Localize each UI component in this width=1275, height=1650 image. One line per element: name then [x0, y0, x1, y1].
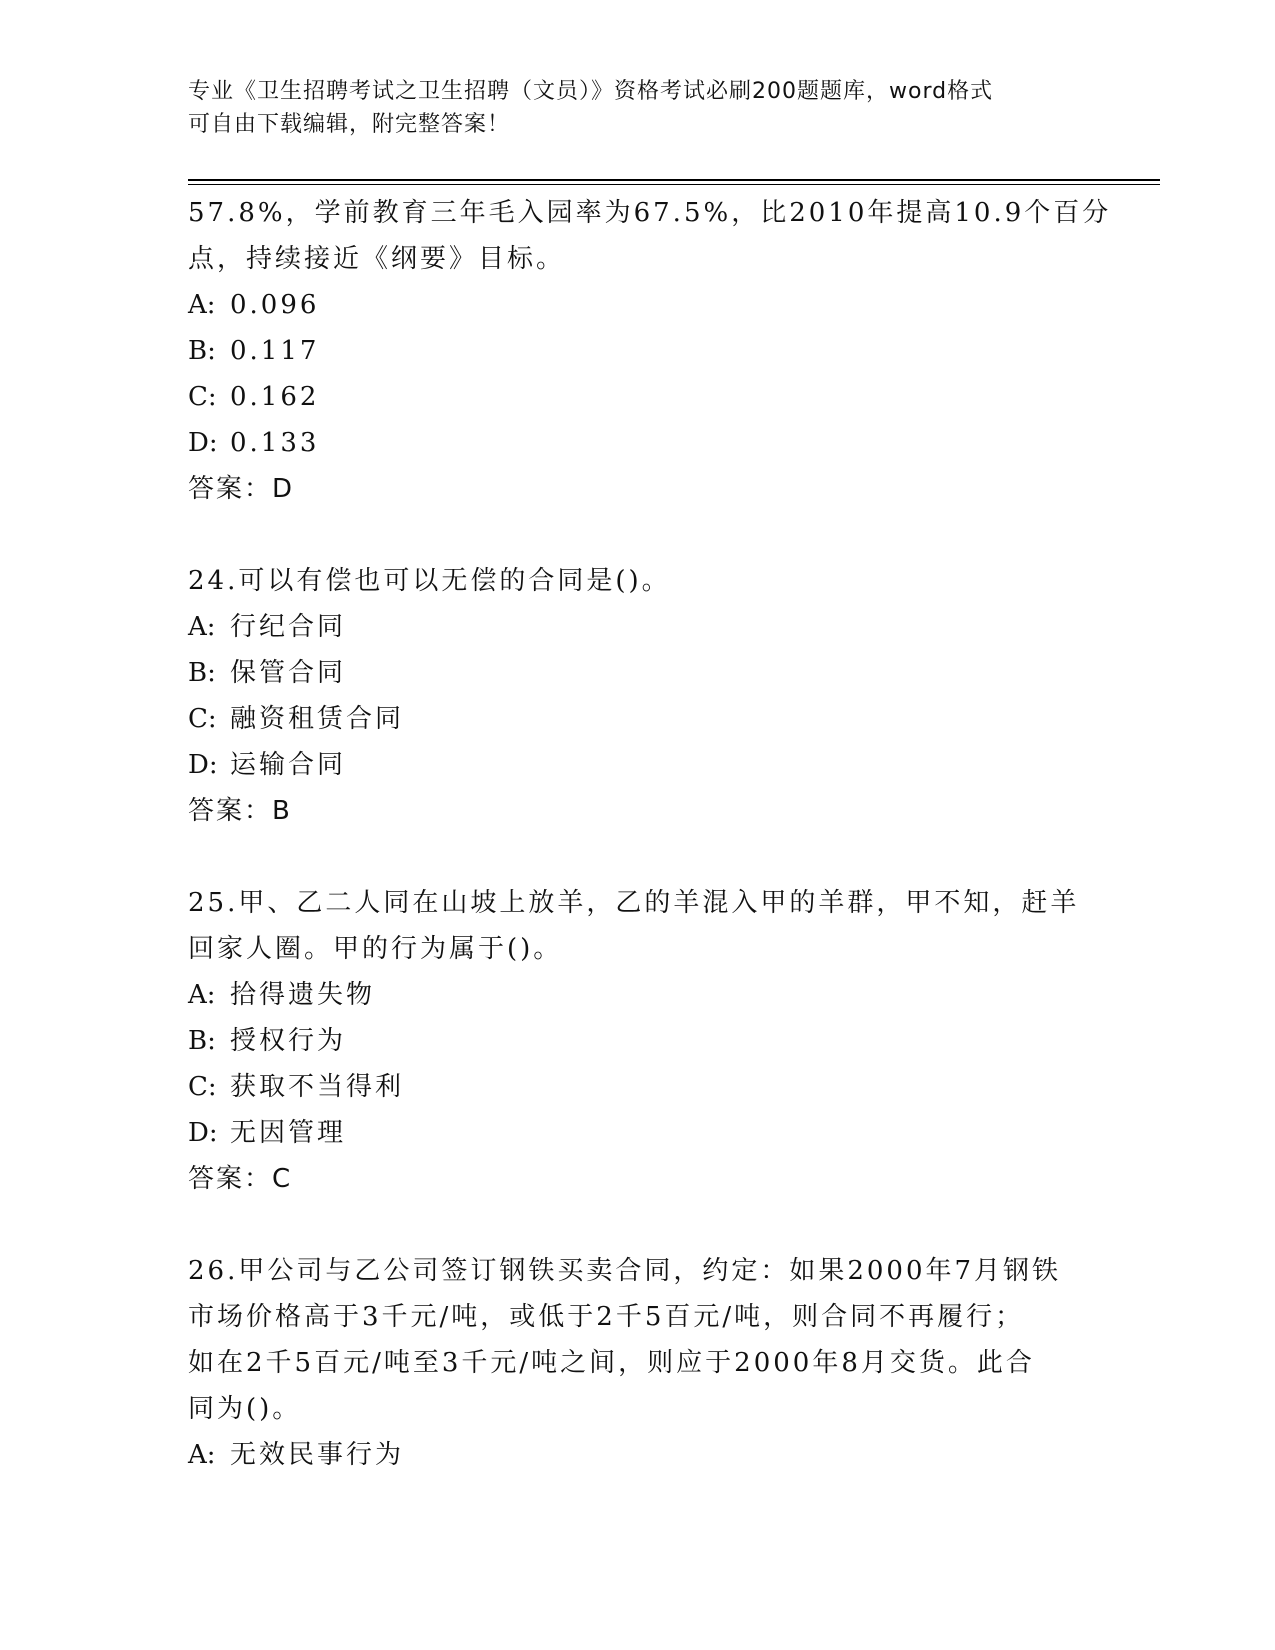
option-a — [188, 282, 1088, 328]
option-letter: B: — [188, 1026, 216, 1056]
option-text: 0.133 — [230, 428, 320, 458]
question-text-line: 点，持续接近《纲要》目标。 — [188, 244, 566, 274]
header-divider-thin — [188, 184, 1160, 185]
option-text: 融资租赁合同 — [230, 704, 405, 734]
option-letter: A: — [188, 980, 216, 1010]
option-letter: C: — [188, 704, 217, 734]
header-title-line-1: 专业《卫生招聘考试之卫生招聘（文员）》资格考试必刷200题题库，word格式 — [188, 79, 994, 104]
option-letter: B: — [188, 336, 216, 366]
question-text-line: 24.可以有偿也可以无偿的合同是()。 — [188, 566, 671, 596]
option-text: 无因管理 — [230, 1118, 347, 1148]
question-26 — [188, 1248, 1088, 1478]
option-letter: A: — [188, 1440, 216, 1470]
question-text-line: 同为()。 — [188, 1394, 302, 1424]
header-title-line-2: 可自由下载编辑，附完整答案！ — [188, 112, 511, 137]
question-list — [188, 190, 1112, 1478]
spacer — [188, 1202, 1088, 1248]
question-text-line: 市场价格高于3千元/吨，或低于2千5百元/吨，则合同不再履行； — [188, 1302, 1025, 1332]
option-c — [188, 696, 1088, 742]
question-text-line: 57.8%，学前教育三年毛入园率为67.5%，比2010年提高10.9个百分 — [188, 198, 1112, 228]
option-text: 拾得遗失物 — [230, 980, 376, 1010]
option-a — [188, 604, 1088, 650]
option-letter: D: — [188, 428, 218, 458]
question-text-line: 如在2千5百元/吨至3千元/吨之间，则应于2000年8月交货。此合 — [188, 1348, 1035, 1378]
option-b — [188, 1018, 1088, 1064]
option-text: 保管合同 — [230, 658, 347, 688]
question-23 — [188, 190, 1112, 512]
option-letter: B: — [188, 658, 216, 688]
answer-line: 答案：D — [188, 474, 295, 504]
option-d — [188, 420, 1088, 466]
option-letter: A: — [188, 290, 216, 320]
option-text: 无效民事行为 — [230, 1440, 405, 1470]
spacer — [188, 512, 1088, 558]
option-d — [188, 742, 1088, 788]
option-b — [188, 650, 1088, 696]
question-24 — [188, 558, 1088, 834]
option-letter: C: — [188, 1072, 217, 1102]
answer-line: 答案：B — [188, 796, 292, 826]
option-b — [188, 328, 1088, 374]
question-text-line: 回家人圈。甲的行为属于()。 — [188, 934, 563, 964]
spacer — [188, 834, 1088, 880]
option-c — [188, 1064, 1088, 1110]
option-text: 获取不当得利 — [230, 1072, 405, 1102]
option-text: 行纪合同 — [230, 612, 347, 642]
option-text: 0.162 — [230, 382, 320, 412]
option-text: 授权行为 — [230, 1026, 347, 1056]
option-a — [188, 972, 1088, 1018]
option-letter: A: — [188, 612, 216, 642]
option-a — [188, 1432, 1088, 1478]
option-letter: C: — [188, 382, 217, 412]
question-text-line: 26.甲公司与乙公司签订钢铁买卖合同，约定：如果2000年7月钢铁 — [188, 1256, 1062, 1286]
question-25 — [188, 880, 1088, 1202]
option-text: 运输合同 — [230, 750, 347, 780]
question-text-line: 25.甲、乙二人同在山坡上放羊，乙的羊混入甲的羊群，甲不知，赶羊 — [188, 888, 1080, 918]
answer-line: 答案：C — [188, 1164, 293, 1194]
option-c — [188, 374, 1088, 420]
header-divider-thick — [188, 179, 1160, 181]
option-letter: D: — [188, 1118, 218, 1148]
option-text: 0.117 — [230, 336, 320, 366]
document-header — [188, 75, 1068, 141]
option-letter: D: — [188, 750, 218, 780]
option-text: 0.096 — [230, 290, 320, 320]
option-d — [188, 1110, 1088, 1156]
